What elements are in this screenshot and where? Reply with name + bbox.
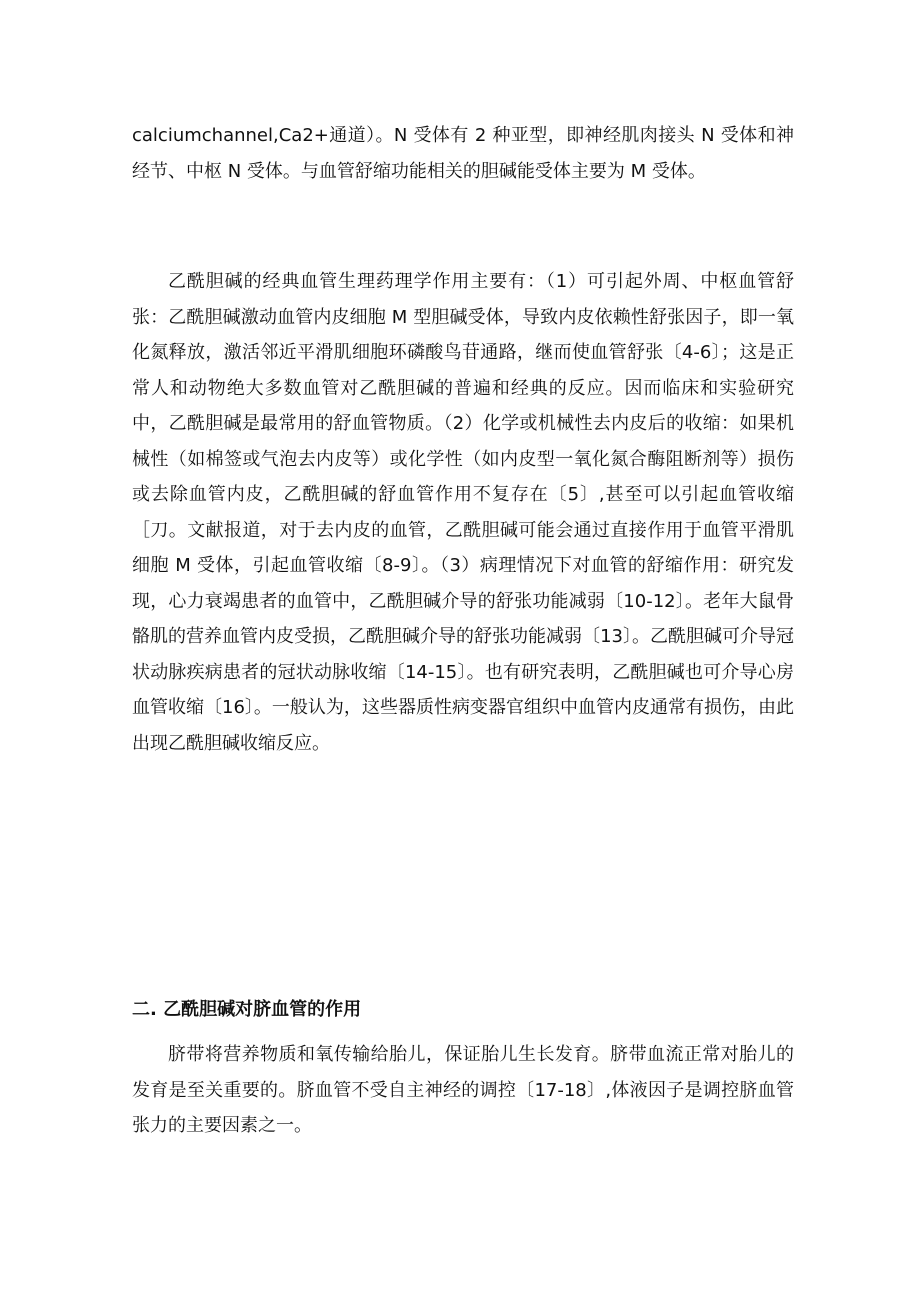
paragraph-umbilical-vessels: 脐带将营养物质和氧传输给胎儿，保证胎儿生长发育。脐带血流正常对胎儿的发育是至关重要的。脐血管不受自主神经的调控〔17-18〕,体液因子是调控脐血管张力的主要因素之一。 (132, 1044, 794, 1136)
section-heading: 二. 乙酰胆碱对脐血管的作用 (132, 999, 362, 1020)
paragraph-acetylcholine-effects: 乙酰胆碱的经典血管生理药理学作用主要有：（1）可引起外周、中枢血管舒张：乙酰胆碱激动血管内皮细胞 M 型胆碱受体，导致内皮依赖性舒张因子，即一氧化氮释放，激活邻近平滑肌细胞环磷酸鸟苷通路，继而使血管舒张〔4-6〕；这是正常人和动物绝大多数血管对乙酰胆碱的普遍和经典的反应。因而临床和实验研究中，乙酰胆碱是最常用的舒血管物质。（2）化学或机械性去内皮后的收缩：如果机械性（如棉签或气泡去内皮等）或化学性（如内皮型一氧化氮合酶阻断剂等）损伤或去除血管内皮，乙酰胆碱的舒血管作用不复存在〔5〕,甚至可以引起血管收缩［刀。文献报道，对于去内皮的血管，乙酰胆碱可能会通过直接作用于血管平滑肌细胞 M 受体，引起血管收缩〔8-9〕。（3）病理情况下对血管的舒缩作用：研究发现，心力衰竭患者的血管中，乙酰胆碱介导的舒张功能减弱〔10-12〕。老年大鼠骨骼肌的营养血管内皮受损，乙酰胆碱介导的舒张功能减弱〔13〕。乙酰胆碱可介导冠状动脉疾病患者的冠状动脉收缩〔14-15〕。也有研究表明，乙酰胆碱也可介导心房血管收缩〔16〕。一般认为，这些器质性病变器官组织中血管内皮通常有损伤，由此出现乙酰胆碱收缩反应。 (132, 271, 794, 754)
paragraph-receptor-subtypes: calciumchannel,Ca2+通道）。N 受体有 2 种亚型，即神经肌肉接头 N 受体和神经节、中枢 N 受体。与血管舒缩功能相关的胆碱能受体主要为 M 受体。 (132, 125, 794, 182)
